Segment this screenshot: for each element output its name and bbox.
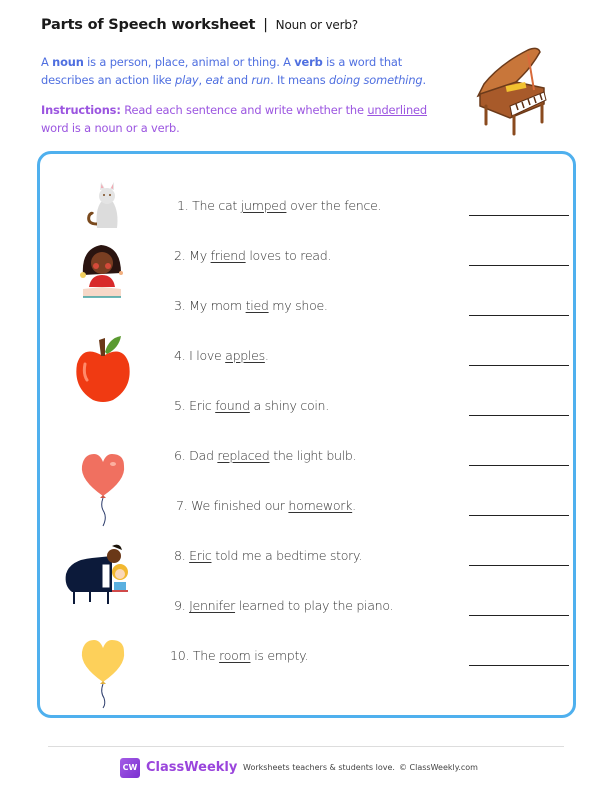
question-after: loves to read. bbox=[245, 248, 332, 263]
footer-divider bbox=[48, 746, 564, 747]
question-row-2 bbox=[40, 248, 573, 268]
questions-box bbox=[37, 151, 576, 718]
question-after: my shoe. bbox=[268, 298, 328, 313]
question-after: . bbox=[352, 498, 356, 513]
instructions-text: Read each sentence and write whether the bbox=[120, 103, 368, 117]
question-number: 8. bbox=[174, 548, 186, 563]
title-separator: | bbox=[263, 17, 268, 33]
intro-text: A bbox=[41, 55, 53, 69]
question-before: We finished our bbox=[191, 498, 289, 513]
answer-line[interactable] bbox=[469, 265, 569, 266]
example-phrase: doing something bbox=[328, 73, 423, 87]
example-word: run bbox=[251, 73, 271, 87]
question-text bbox=[174, 548, 362, 563]
underlined-word: homework bbox=[288, 498, 353, 513]
term-noun: noun bbox=[52, 55, 84, 69]
question-before: The cat bbox=[192, 198, 241, 213]
question-before: Eric bbox=[189, 398, 216, 413]
worksheet-title bbox=[41, 17, 358, 33]
intro-text: and bbox=[223, 73, 252, 87]
underlined-word: apples bbox=[225, 348, 265, 363]
instructions-label: Instructions: bbox=[41, 103, 121, 117]
question-number: 1. bbox=[177, 198, 189, 213]
answer-line[interactable] bbox=[469, 415, 569, 416]
question-after: a shiny coin. bbox=[249, 398, 329, 413]
question-number: 2. bbox=[174, 248, 186, 263]
underlined-word: jumped bbox=[240, 198, 287, 213]
question-row-5 bbox=[40, 398, 573, 418]
underlined-word: room bbox=[219, 648, 251, 663]
answer-line[interactable] bbox=[469, 515, 569, 516]
question-after: . bbox=[264, 348, 269, 363]
footer-copyright: © ClassWeekly.com bbox=[399, 763, 478, 772]
answer-line[interactable] bbox=[469, 565, 569, 566]
answer-line[interactable] bbox=[469, 315, 569, 316]
instructions-text: word is a noun or a verb. bbox=[41, 121, 180, 135]
intro-paragraph bbox=[41, 53, 441, 89]
underlined-word: Eric bbox=[189, 548, 212, 563]
question-text bbox=[174, 348, 269, 363]
grand-piano-icon bbox=[470, 44, 552, 138]
title-main: Parts of Speech worksheet bbox=[41, 17, 256, 33]
answer-line[interactable] bbox=[469, 615, 569, 616]
question-number: 6. bbox=[174, 448, 186, 463]
underlined-word: friend bbox=[210, 248, 246, 263]
underlined-word: tied bbox=[245, 298, 269, 313]
answer-line[interactable] bbox=[469, 665, 569, 666]
question-before: My mom bbox=[189, 298, 246, 313]
question-row-9 bbox=[40, 598, 573, 618]
term-verb: verb bbox=[294, 55, 323, 69]
instructions-underlined: underlined bbox=[367, 103, 427, 117]
question-text bbox=[174, 298, 328, 313]
underlined-word: found bbox=[215, 398, 250, 413]
question-after: over the fence. bbox=[286, 198, 382, 213]
classweekly-logo-icon: CW bbox=[120, 758, 140, 778]
question-number: 9. bbox=[174, 598, 186, 613]
instructions-paragraph bbox=[41, 101, 441, 137]
question-text bbox=[174, 248, 331, 263]
question-row-3 bbox=[40, 298, 573, 318]
question-number: 3. bbox=[174, 298, 186, 313]
question-row-4 bbox=[40, 348, 573, 368]
question-text bbox=[176, 498, 356, 513]
question-before: I love bbox=[189, 348, 226, 363]
question-text bbox=[174, 598, 393, 613]
question-text bbox=[177, 198, 381, 213]
question-before: The bbox=[192, 648, 220, 663]
intro-text: is a person, place, animal or thing. A bbox=[83, 55, 295, 69]
answer-line[interactable] bbox=[469, 465, 569, 466]
intro-text: . It means bbox=[270, 73, 329, 87]
underlined-word: Jennifer bbox=[189, 598, 236, 613]
question-number: 7. bbox=[176, 498, 188, 513]
question-row-7 bbox=[40, 498, 573, 518]
example-word: eat bbox=[205, 73, 224, 87]
question-before: Dad bbox=[189, 448, 218, 463]
example-word: play bbox=[174, 73, 199, 87]
answer-line[interactable] bbox=[469, 365, 569, 366]
footer-tagline: Worksheets teachers & students love. bbox=[243, 763, 395, 772]
question-text bbox=[174, 448, 356, 463]
question-text bbox=[170, 648, 308, 663]
question-after: the light bulb. bbox=[269, 448, 357, 463]
question-row-6 bbox=[40, 448, 573, 468]
question-row-10 bbox=[40, 648, 573, 668]
answer-line[interactable] bbox=[469, 215, 569, 216]
intro-text: , bbox=[198, 73, 206, 87]
question-after: is empty. bbox=[250, 648, 309, 663]
question-row-1 bbox=[40, 198, 573, 218]
apple-icon bbox=[73, 334, 133, 406]
intro-text: is a word that describes an action like bbox=[41, 55, 403, 87]
question-after: learned to play the piano. bbox=[235, 598, 394, 613]
underlined-word: replaced bbox=[217, 448, 270, 463]
intro-text: . bbox=[422, 73, 426, 87]
question-row-8 bbox=[40, 548, 573, 568]
question-text bbox=[174, 398, 329, 413]
title-subtitle: Noun or verb? bbox=[275, 18, 358, 32]
brand-name: ClassWeekly bbox=[146, 760, 238, 775]
question-before: My bbox=[189, 248, 211, 263]
question-after: told me a bedtime story. bbox=[211, 548, 363, 563]
question-number: 10. bbox=[170, 648, 190, 663]
question-number: 5. bbox=[174, 398, 186, 413]
question-number: 4. bbox=[174, 348, 186, 363]
